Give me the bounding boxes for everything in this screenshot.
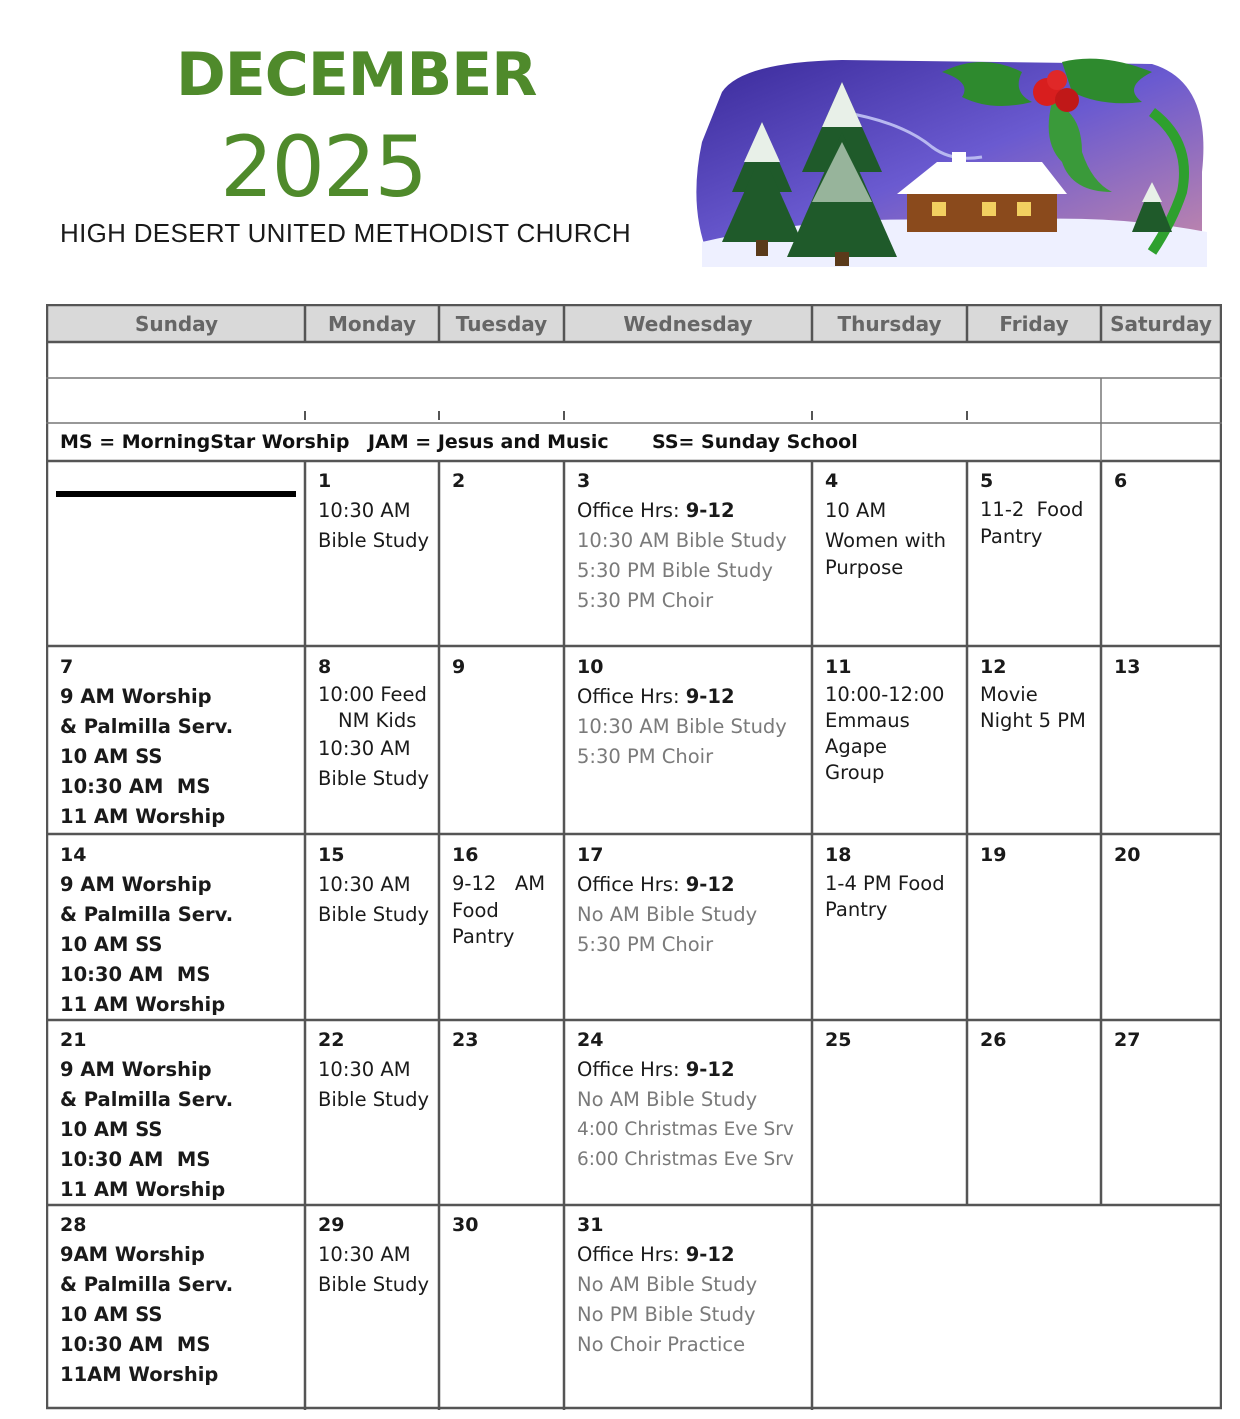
day-number: 19: [980, 844, 1007, 866]
day-number: 7: [60, 656, 74, 678]
day-cell: [577, 652, 807, 772]
event: Group: [825, 761, 885, 784]
day-number: 27: [1114, 1029, 1141, 1051]
day-cell: [452, 652, 465, 682]
day-cell: [980, 840, 1006, 870]
day-number: 14: [60, 844, 87, 866]
church-name: HIGH DESERT UNITED METHODIST CHURCH: [60, 218, 631, 248]
event: 9 AM Worship: [60, 685, 212, 708]
event: Bible Study: [318, 767, 430, 790]
event: 11 AM Worship: [60, 805, 226, 828]
event: 10:30 AM Bible Study: [577, 715, 787, 738]
day-cell: [318, 652, 438, 794]
office-hours-time: 9-12: [685, 1243, 735, 1266]
day-number: 4: [825, 470, 839, 492]
day-cell: [1114, 652, 1140, 682]
event: 1-4 PM Food: [825, 872, 945, 895]
day-number: 10: [577, 656, 604, 678]
day-number: 8: [318, 656, 332, 678]
event: 4:00 Christmas Eve Srv: [577, 1119, 794, 1140]
event: 11 AM Worship: [60, 993, 226, 1016]
day-number: 29: [318, 1214, 345, 1236]
year-title: 2025: [220, 118, 426, 216]
event: No AM Bible Study: [577, 903, 758, 926]
event: 10:30 AM: [318, 1058, 411, 1081]
weekday-thursday: Thursday: [837, 312, 942, 336]
event: No AM Bible Study: [577, 1088, 758, 1111]
day-cell: [825, 840, 965, 922]
day-number: 24: [577, 1029, 604, 1051]
day-number: 21: [60, 1029, 87, 1051]
event: 10 AM SS: [60, 933, 163, 956]
event: 9AM Worship: [60, 1243, 205, 1266]
day-number: 18: [825, 844, 852, 866]
day-cell: [980, 466, 1098, 550]
month-title: DECEMBER: [176, 40, 537, 110]
event: 10 AM: [825, 499, 887, 522]
event: Bible Study: [318, 1088, 430, 1111]
day-cell: [318, 1210, 438, 1300]
office-hours-time: 9-12: [685, 499, 735, 522]
office-hours-label: Office Hrs:: [577, 499, 686, 522]
day-number: 31: [577, 1214, 604, 1236]
office-hours-label: Office Hrs:: [577, 685, 686, 708]
event: 10:30 AM MS: [60, 963, 211, 986]
event: No Choir Practice: [577, 1333, 746, 1356]
day-cell: [1114, 840, 1140, 870]
event: 5:30 PM Choir: [577, 745, 714, 768]
event: 10:30 AM: [318, 873, 411, 896]
event: Pantry: [825, 898, 888, 921]
weekday-saturday: Saturday: [1110, 312, 1212, 336]
event: 10:30 AM MS: [60, 1333, 211, 1356]
day-cell: [60, 1210, 300, 1390]
day-number: 26: [980, 1029, 1007, 1051]
day-cell: [318, 466, 438, 556]
event: 10:30 AM MS: [60, 775, 211, 798]
winter-scene-illustration: [682, 52, 1222, 270]
day-number: 22: [318, 1029, 345, 1051]
event: 10 AM SS: [60, 1303, 163, 1326]
day-number: 9: [452, 656, 466, 678]
event: Bible Study: [318, 1273, 430, 1296]
office-hours: [577, 1055, 807, 1085]
event: No AM Bible Study: [577, 1273, 758, 1296]
office-hours-label: Office Hrs:: [577, 1058, 686, 1081]
event: & Palmilla Serv.: [60, 1088, 234, 1111]
day-number: 30: [452, 1214, 479, 1236]
event: 10:00 Feed: [318, 683, 427, 706]
event: 10:00-12:00: [825, 683, 945, 706]
day-cell: [60, 840, 300, 1020]
event: Bible Study: [318, 903, 430, 926]
event: 10:30 AM: [318, 737, 411, 760]
legend-ms: MS = MorningStar Worship: [60, 431, 350, 453]
office-hours-time: 9-12: [685, 1058, 735, 1081]
event: NM Kids: [338, 709, 417, 732]
day-cell: [577, 840, 807, 960]
event: Purpose: [825, 556, 904, 579]
day-number: 6: [1114, 470, 1128, 492]
event: 10:30 AM: [318, 499, 411, 522]
event: & Palmilla Serv.: [60, 715, 234, 738]
day-cell: [825, 652, 965, 786]
event: 9 AM Worship: [60, 1058, 212, 1081]
event: 10 AM SS: [60, 745, 163, 768]
event: Women with: [825, 529, 946, 552]
event: & Palmilla Serv.: [60, 1273, 234, 1296]
event: 11AM Worship: [60, 1363, 219, 1386]
day-cell: [825, 1025, 851, 1055]
day-number: 20: [1114, 844, 1141, 866]
weekday-tuesday: Tuesday: [455, 312, 548, 336]
event: 10 AM SS: [60, 1118, 163, 1141]
event: Food: [452, 899, 499, 922]
day-cell: [577, 1025, 807, 1175]
office-hours-time: 9-12: [685, 873, 735, 896]
event: 5:30 PM Choir: [577, 589, 714, 612]
day-cell: [577, 1210, 807, 1360]
day-cell: [452, 1210, 478, 1240]
event: Pantry: [452, 925, 515, 948]
office-hours: [577, 496, 807, 526]
weekday-monday: Monday: [327, 312, 417, 336]
office-hours-label: Office Hrs:: [577, 1243, 686, 1266]
office-hours-label: Office Hrs:: [577, 873, 686, 896]
event: Agape: [825, 735, 888, 758]
event: 9 AM Worship: [60, 873, 212, 896]
event: No PM Bible Study: [577, 1303, 756, 1326]
event: 6:00 Christmas Eve Srv: [577, 1149, 794, 1170]
office-hours: [577, 1240, 807, 1270]
day-number: 11: [825, 656, 852, 678]
day-cell: [60, 1025, 300, 1205]
day-number: 16: [452, 844, 479, 866]
event: Bible Study: [318, 529, 430, 552]
day-number: 25: [825, 1029, 852, 1051]
day-number: 17: [577, 844, 604, 866]
weekday-friday: Friday: [999, 312, 1069, 336]
office-hours-time: 9-12: [685, 685, 735, 708]
legend-jam: JAM = Jesus and Music: [368, 431, 609, 453]
day-number: 28: [60, 1214, 87, 1236]
event: 11 AM Worship: [60, 1178, 226, 1201]
event: 9-12 AM: [452, 872, 546, 895]
day-cell: [60, 652, 300, 832]
legend-ss: SS= Sunday School: [652, 431, 858, 453]
event: 10:30 AM MS: [60, 1148, 211, 1171]
day-cell: [1114, 466, 1127, 496]
day-cell: [1114, 1025, 1140, 1055]
day-number: 3: [577, 470, 591, 492]
weekday-sunday: Sunday: [134, 312, 219, 336]
event: 5:30 PM Choir: [577, 933, 714, 956]
day-number: 15: [318, 844, 345, 866]
day-cell: [980, 652, 1098, 734]
event: Night 5 PM: [980, 709, 1086, 732]
day-cell: [318, 1025, 438, 1115]
office-hours: [577, 682, 807, 712]
event: Emmaus: [825, 709, 910, 732]
day-number: 5: [980, 470, 994, 492]
event: 10:30 AM: [318, 1243, 411, 1266]
day-cell: [577, 466, 807, 616]
day-number: 1: [318, 470, 332, 492]
day-number: 2: [452, 470, 466, 492]
office-hours: [577, 870, 807, 900]
event: & Palmilla Serv.: [60, 903, 234, 926]
weekday-wednesday: Wednesday: [623, 312, 753, 336]
day-cell: [980, 1025, 1006, 1055]
day-cell: [452, 1025, 478, 1055]
event: Movie: [980, 683, 1038, 706]
day-number: 12: [980, 656, 1007, 678]
event: 5:30 PM Bible Study: [577, 559, 773, 582]
day-cell: [825, 466, 965, 580]
event: Pantry: [980, 525, 1043, 548]
day-cell: [452, 840, 560, 950]
event: 10:30 AM Bible Study: [577, 529, 787, 552]
day-number: 23: [452, 1029, 479, 1051]
day-cell: [318, 840, 438, 930]
day-number: 13: [1114, 656, 1141, 678]
day-cell: [452, 466, 465, 496]
event: 11-2 Food: [980, 498, 1084, 521]
